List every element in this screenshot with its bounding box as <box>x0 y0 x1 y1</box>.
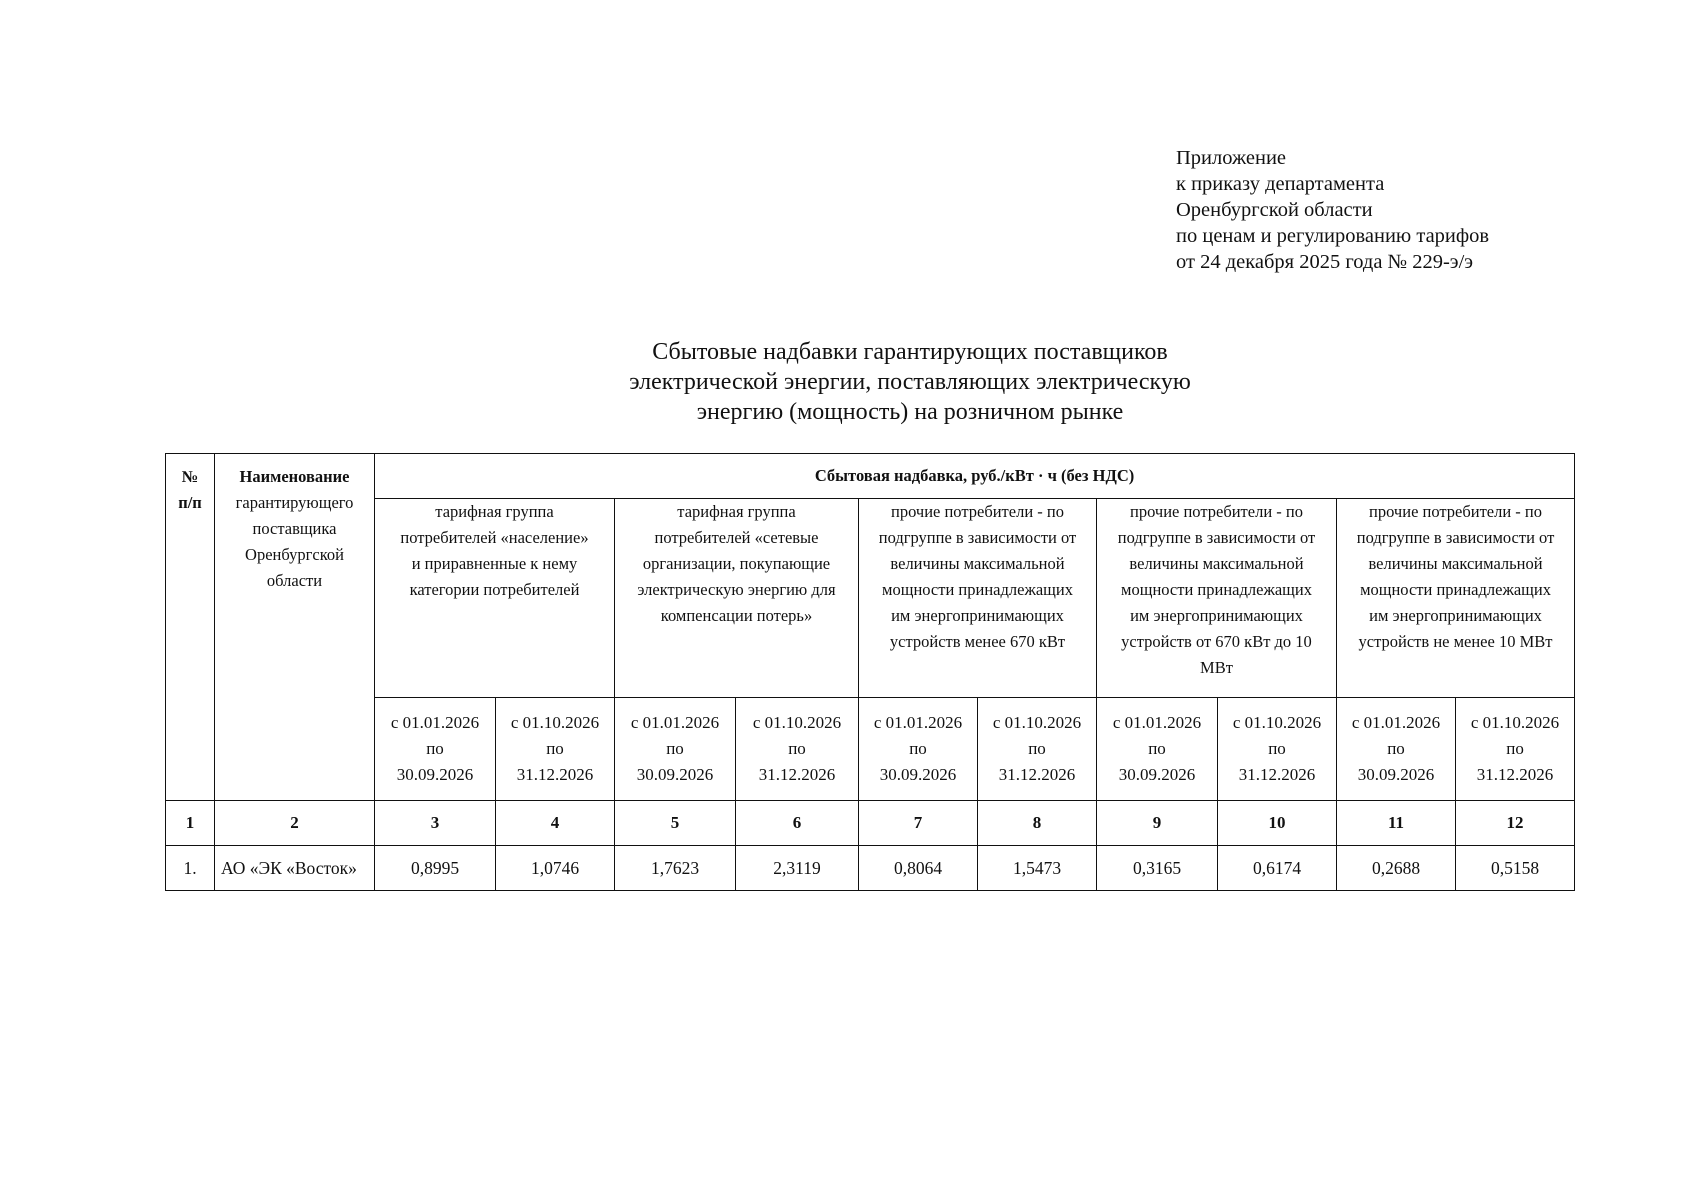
group-header-population <box>375 499 615 698</box>
period-line: с 01.01.2026 <box>390 713 480 732</box>
period-line: 31.12.2026 <box>516 765 594 784</box>
period-line: 30.09.2026 <box>636 765 714 784</box>
appendix-line: к приказу департамента <box>1176 173 1385 195</box>
markup-value: 0,8995 <box>375 846 496 891</box>
markup-value: 2,3119 <box>736 846 859 891</box>
group-line: величины максимальной <box>1129 554 1304 573</box>
title-line: энергию (мощность) на розничном рынке <box>696 399 1124 425</box>
period-line: 31.12.2026 <box>998 765 1076 784</box>
column-number: 9 <box>1097 801 1218 846</box>
group-line: устройств не менее 10 МВт <box>1358 632 1553 651</box>
period-header <box>736 698 859 801</box>
period-line: с 01.10.2026 <box>752 713 842 732</box>
period-line: по <box>788 739 806 758</box>
period-line: 31.12.2026 <box>1238 765 1316 784</box>
period-line: 31.12.2026 <box>758 765 836 784</box>
group-header-670kw-10mw <box>1097 499 1337 698</box>
period-line: по <box>1268 739 1286 758</box>
period-line: 30.09.2026 <box>1118 765 1196 784</box>
group-line: и приравненные к нему <box>411 554 578 573</box>
column-number: 2 <box>215 801 375 846</box>
group-line: прочие потребители - по <box>891 502 1064 521</box>
appendix-line: от 24 декабря 2025 года № 229-э/э <box>1176 251 1474 273</box>
header-supplier <box>215 454 375 801</box>
group-line: устройств менее 670 кВт <box>889 632 1066 651</box>
appendix-line: Оренбургской области <box>1176 199 1373 221</box>
group-line: мощности принадлежащих <box>882 580 1073 599</box>
period-line: по <box>1148 739 1166 758</box>
period-header <box>496 698 615 801</box>
column-number: 1 <box>166 801 215 846</box>
period-line: с 01.10.2026 <box>1232 713 1322 732</box>
column-number: 6 <box>736 801 859 846</box>
period-header <box>615 698 736 801</box>
period-line: с 01.01.2026 <box>1351 713 1441 732</box>
group-line: подгруппе в зависимости от <box>878 528 1077 547</box>
header-supplier-line: Наименование <box>239 467 350 486</box>
group-line: потребителей «население» <box>400 528 589 547</box>
column-number: 8 <box>978 801 1097 846</box>
group-line: величины максимальной <box>1368 554 1543 573</box>
header-supplier-line: поставщика <box>252 519 337 538</box>
table-row <box>166 846 1575 891</box>
appendix-line: Приложение <box>1176 147 1287 169</box>
group-line: потребителей «сетевые <box>654 528 819 547</box>
group-line: подгруппе в зависимости от <box>1356 528 1555 547</box>
row-number: 1. <box>166 846 215 891</box>
period-header <box>859 698 978 801</box>
group-line: организации, покупающие <box>642 554 831 573</box>
header-number-line: № <box>181 467 199 486</box>
markup-value: 0,6174 <box>1218 846 1337 891</box>
group-line: им энергопринимающих <box>1130 606 1303 625</box>
markup-value: 0,8064 <box>859 846 978 891</box>
markup-value: 0,2688 <box>1337 846 1456 891</box>
column-number: 10 <box>1218 801 1337 846</box>
group-line: подгруппе в зависимости от <box>1117 528 1316 547</box>
period-line: по <box>1506 739 1524 758</box>
period-line: с 01.01.2026 <box>630 713 720 732</box>
group-line: тарифная группа <box>435 502 554 521</box>
period-line: 30.09.2026 <box>396 765 474 784</box>
group-line: тарифная группа <box>677 502 796 521</box>
column-number: 4 <box>496 801 615 846</box>
group-line: мощности принадлежащих <box>1121 580 1312 599</box>
period-line: с 01.10.2026 <box>510 713 600 732</box>
group-line: величины максимальной <box>890 554 1065 573</box>
period-line: по <box>426 739 444 758</box>
column-number: 7 <box>859 801 978 846</box>
header-markup: Сбытовая надбавка, руб./кВт · ч (без НДС) <box>375 454 1575 499</box>
period-header <box>1456 698 1575 801</box>
header-number-line: п/п <box>178 493 202 512</box>
header-supplier-line: Оренбургской <box>245 545 344 564</box>
period-line: с 01.01.2026 <box>873 713 963 732</box>
markup-table <box>165 453 1575 891</box>
period-header <box>1337 698 1456 801</box>
column-number: 11 <box>1337 801 1456 846</box>
group-line: МВт <box>1200 658 1233 677</box>
group-line: устройств от 670 кВт до 10 <box>1121 632 1312 651</box>
group-header-grid-orgs <box>615 499 859 698</box>
group-line: прочие потребители - по <box>1130 502 1303 521</box>
group-header-under-670kw <box>859 499 1097 698</box>
period-line: с 01.10.2026 <box>992 713 1082 732</box>
markup-value: 0,5158 <box>1456 846 1575 891</box>
period-line: по <box>1387 739 1405 758</box>
header-supplier-line: гарантирующего <box>235 493 354 512</box>
period-line: по <box>909 739 927 758</box>
group-line: им энергопринимающих <box>891 606 1064 625</box>
markup-value: 1,0746 <box>496 846 615 891</box>
appendix-note <box>1176 145 1489 275</box>
period-line: с 01.01.2026 <box>1112 713 1202 732</box>
group-line: мощности принадлежащих <box>1360 580 1551 599</box>
period-line: 30.09.2026 <box>879 765 957 784</box>
markup-value: 0,3165 <box>1097 846 1218 891</box>
period-line: с 01.10.2026 <box>1470 713 1560 732</box>
header-supplier-line: области <box>266 571 323 590</box>
appendix-line: по ценам и регулированию тарифов <box>1176 225 1490 247</box>
title-line: Сбытовые надбавки гарантирующих поставщиков <box>652 339 1168 365</box>
period-line: по <box>546 739 564 758</box>
period-header <box>375 698 496 801</box>
group-header-over-10mw <box>1337 499 1575 698</box>
period-line: 30.09.2026 <box>1357 765 1435 784</box>
group-line: им энергопринимающих <box>1369 606 1542 625</box>
period-header <box>1097 698 1218 801</box>
markup-value: 1,5473 <box>978 846 1097 891</box>
group-line: категории потребителей <box>409 580 580 599</box>
period-line: по <box>666 739 684 758</box>
supplier-name: АО «ЭК «Восток» <box>215 846 375 891</box>
document-title <box>500 337 1320 427</box>
period-header <box>978 698 1097 801</box>
period-line: по <box>1028 739 1046 758</box>
column-number: 5 <box>615 801 736 846</box>
group-line: электрическую энергию для <box>637 580 836 599</box>
period-header <box>1218 698 1337 801</box>
column-number: 3 <box>375 801 496 846</box>
markup-value: 1,7623 <box>615 846 736 891</box>
header-number <box>166 454 215 801</box>
column-number: 12 <box>1456 801 1575 846</box>
title-line: электрической энергии, поставляющих электрическую <box>629 369 1191 395</box>
group-line: прочие потребители - по <box>1369 502 1543 521</box>
group-line: компенсации потерь» <box>660 606 813 625</box>
period-line: 31.12.2026 <box>1476 765 1554 784</box>
